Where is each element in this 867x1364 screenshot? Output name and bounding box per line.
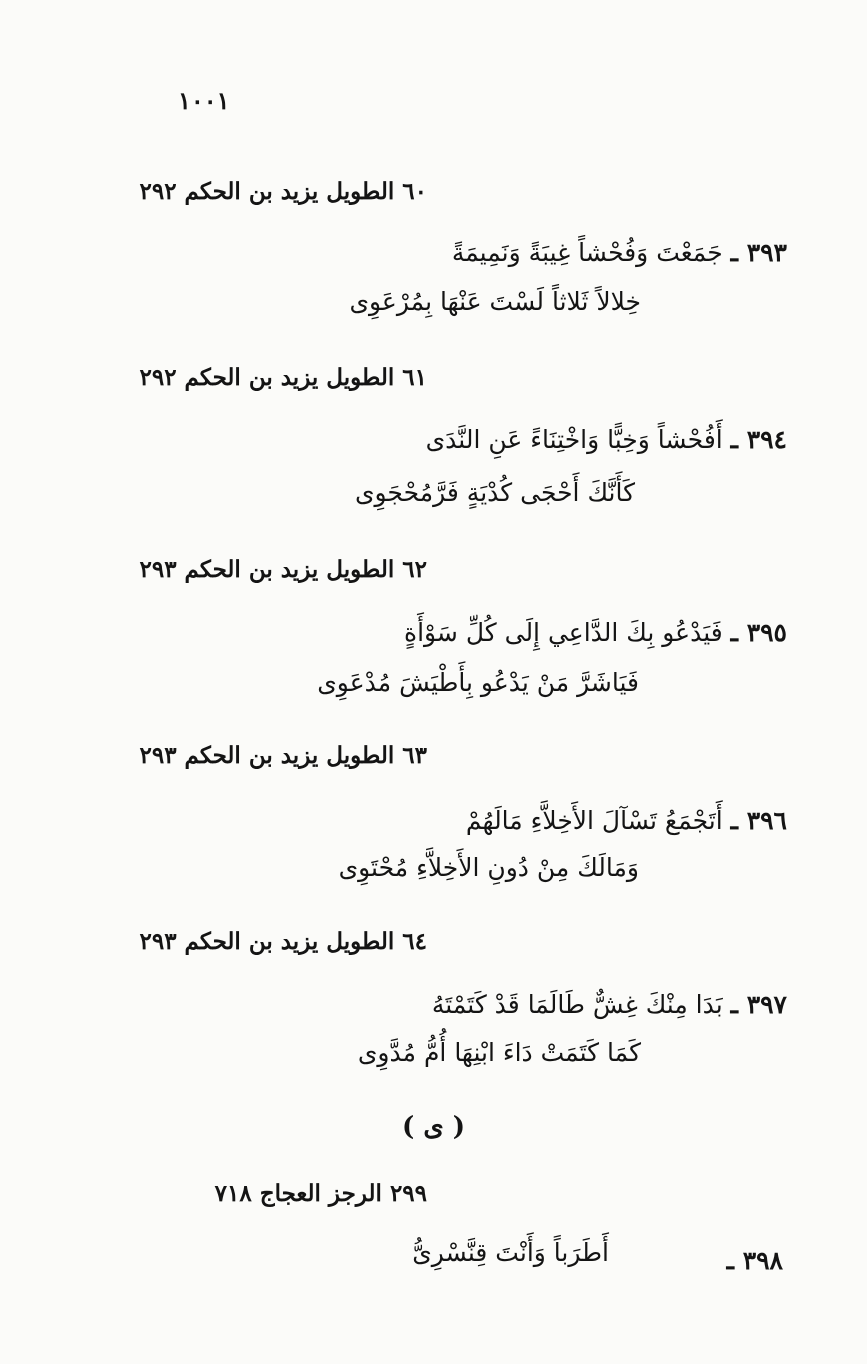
verse-second-hemistich: فَيَاشَرَّ مَنْ يَدْعُو بِأَطْيَشَ مُدْعَوِى [317, 668, 639, 697]
verse-first-hemistich [466, 806, 787, 835]
verse-number: ٣٩٣ ـ [730, 238, 787, 267]
verse-first-hemistich [404, 618, 787, 647]
verse-number: ٣٩٨ ـ [726, 1246, 783, 1275]
section-header: ٦٣ الطويل يزيد بن الحكم ٢٩٣ [139, 742, 427, 769]
verse-first-hemistich [432, 990, 787, 1019]
verse-number: ٣٩٤ ـ [730, 425, 787, 454]
hemistich-text: فَيَدْعُو بِكَ الدَّاعِي إِلَى كُلِّ سَوْأَةٍ [403, 618, 723, 647]
verse-first-hemistich [452, 238, 787, 267]
verse-number: ٣٩٧ ـ [730, 990, 787, 1019]
hemistich-text: أَتَجْمَعُ تَسْآلَ الأَخِلاَّءِ مَالَهُمْ [465, 806, 723, 835]
hemistich-text: بَدَا مِنْكَ غِشٌّ طَالَمَا قَدْ كَتَمْتَهُ [431, 990, 723, 1019]
verse-first-hemistich: أَطَرَباً وَأَنْتَ قِنَّسْرِىُّ [412, 1238, 609, 1267]
verse-second-hemistich: خِلالاً ثَلاثاً لَسْتَ عَنْهَا بِمُرْعَوِى [349, 287, 641, 316]
verse-number: ٣٩٥ ـ [730, 618, 787, 647]
verse-first-hemistich [426, 425, 787, 454]
verse-second-hemistich: كَأَنَّكَ أَحْجَى كُدْيَةٍ فَرَّمُحْجَوِى [354, 478, 635, 507]
section-header: ٦٤ الطويل يزيد بن الحكم ٢٩٣ [139, 928, 427, 955]
hemistich-text: أَفُحْشاً وَخِبًّا وَاخْتِنَاءً عَنِ النَّدَى [425, 425, 723, 454]
section-header: ٦٠ الطويل يزيد بن الحكم ٢٩٢ [139, 178, 427, 205]
section-header: ٦٢ الطويل يزيد بن الحكم ٢٩٣ [139, 556, 427, 583]
verse-number: ٣٩٦ ـ [730, 806, 787, 835]
section-header: ٦١ الطويل يزيد بن الحكم ٢٩٢ [139, 364, 427, 391]
section-header: ٢٩٩ الرجز العجاج ٧١٨ [214, 1180, 427, 1207]
verse-second-hemistich: كَمَا كَتَمَتْ دَاءَ ابْنِهَا أُمُّ مُدَّوِى [357, 1038, 641, 1067]
verse-second-hemistich: وَمَالَكَ مِنْ دُونِ الأَخِلاَّءِ مُحْتَوِى [338, 853, 639, 882]
page-number: ١٠٠١ [178, 86, 230, 115]
hemistich-text: جَمَعْتَ وَفُحْشاً غِيبَةً وَنَمِيمَةً [451, 238, 723, 267]
letter-heading: ( ى ) [401, 1112, 466, 1142]
